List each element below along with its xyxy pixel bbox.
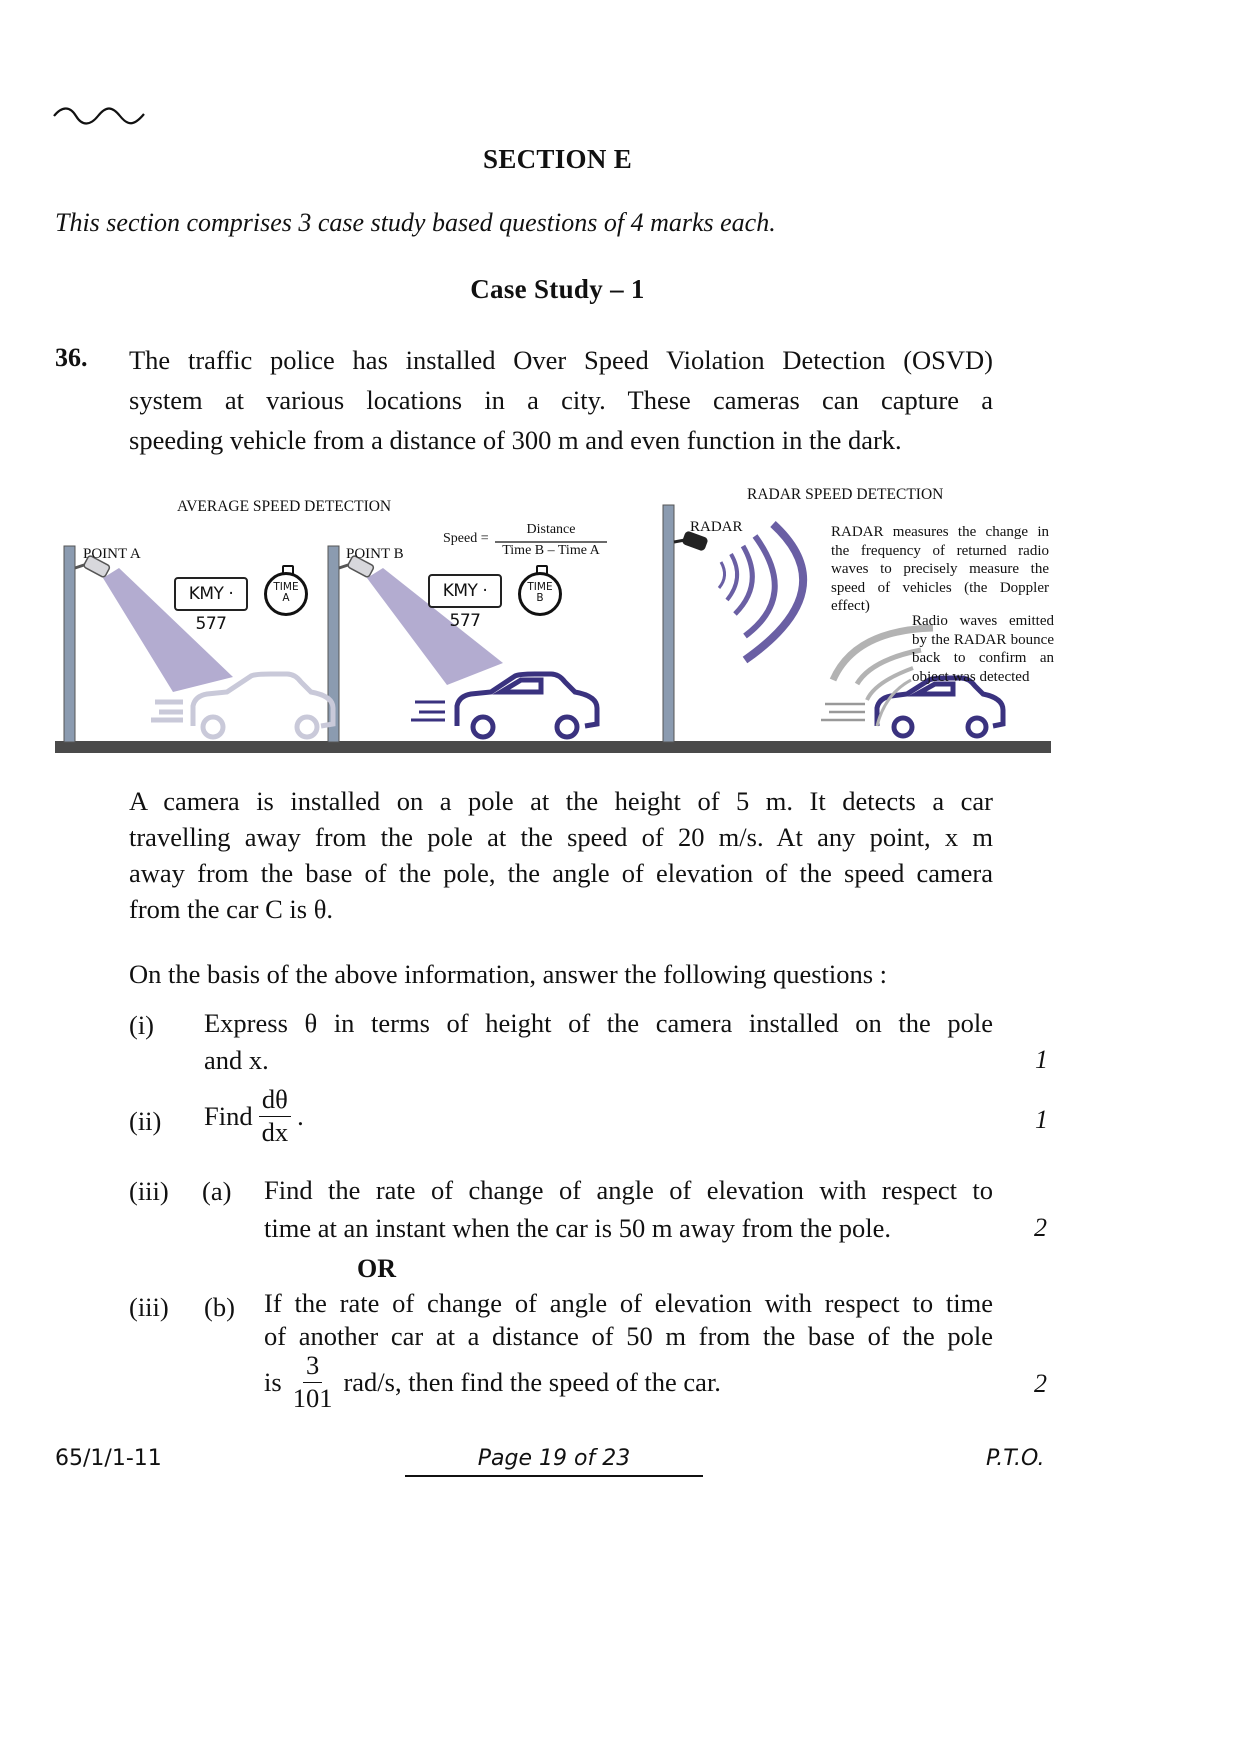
speed-denominator: Time B – Time A <box>502 543 600 558</box>
fraction-denominator: dx <box>261 1116 289 1147</box>
setup-line: A camera is installed on a pole at the height of 5 m. It detects a car <box>129 786 993 816</box>
part-i-marks: 1 <box>1035 1045 1048 1074</box>
speed-label: Speed = <box>443 531 489 546</box>
setup-line: travelling away from the pole at the speed of 20 m/s. At any point, x m <box>129 822 993 852</box>
fraction-denominator: 101 <box>292 1382 333 1413</box>
setup-line: away from the base of the pole, the angle of elevation of the speed camera <box>129 858 993 888</box>
part-iii-a-sub: (a) <box>202 1176 232 1206</box>
radar-desc-line: RADAR measures the change in <box>831 524 1049 540</box>
part-ii-find: Find <box>204 1100 253 1131</box>
part-iii-b-line3 <box>264 1352 721 1413</box>
part-iii-a-label: (iii) <box>129 1176 169 1206</box>
or-separator: OR <box>357 1254 396 1283</box>
part-iii-b-sub: (b) <box>204 1292 235 1322</box>
part-iii-a-text <box>264 1171 993 1247</box>
setup-line: from the car C is θ. <box>129 894 334 924</box>
radar-label: RADAR <box>690 519 743 535</box>
section-intro: This section comprises 3 case study based questions of 4 marks each. <box>55 208 776 237</box>
part-i-label: (i) <box>129 1010 155 1040</box>
part-i-line: and x. <box>204 1045 269 1075</box>
timer-b-icon <box>518 572 562 616</box>
part-ii-marks: 1 <box>1035 1105 1048 1134</box>
intro-line: system at various locations in a city. These cameras can capture a <box>129 385 993 415</box>
plate-b: KMY · 577 <box>428 574 502 608</box>
bounce-desc-line: Radio waves emitted <box>912 613 1054 629</box>
fraction-numerator: dθ <box>259 1086 291 1117</box>
road <box>55 741 1051 753</box>
part-iii-b-rest: rad/s, then find the speed of the car. <box>343 1366 721 1397</box>
timer-a-bottom: A <box>282 592 290 604</box>
bounce-description <box>912 612 1054 686</box>
part-iii-b-is: is <box>264 1366 282 1397</box>
part-iii-b-marks: 2 <box>1034 1369 1047 1398</box>
rate-fraction <box>290 1352 336 1413</box>
part-i-line: Express θ in terms of height of the camera installed on the pole <box>204 1008 993 1038</box>
intro-paragraph <box>129 340 993 460</box>
pole-a <box>64 546 75 742</box>
bounce-desc-line: back to confirm an <box>912 650 1054 666</box>
plate-a: KMY · 577 <box>174 577 248 611</box>
point-a-label: POINT A <box>83 546 141 562</box>
part-ii-period: . <box>297 1100 304 1131</box>
fraction-numerator: 3 <box>303 1352 322 1383</box>
dtheta-dx-fraction <box>259 1086 292 1147</box>
part-iii-b-text <box>264 1287 993 1353</box>
speed-numerator: Distance <box>526 522 576 537</box>
part-ii-label: (ii) <box>129 1106 162 1136</box>
timer-b-top: TIME <box>527 581 553 593</box>
part-iii-a-line: time at an instant when the car is 50 m away from the pole. <box>264 1213 891 1243</box>
section-title: SECTION E <box>483 144 632 174</box>
timer-a-icon <box>264 572 308 616</box>
answer-prompt: On the basis of the above information, answer the following questions : <box>129 959 888 989</box>
osvd-figure <box>55 480 1054 755</box>
part-iii-a-marks: 2 <box>1034 1213 1047 1242</box>
case-study-title: Case Study – 1 <box>470 274 645 304</box>
paper-code: 65/1/1-11 <box>55 1446 162 1471</box>
intro-line: The traffic police has installed Over Speed Violation Detection (OSVD) <box>129 345 993 375</box>
bounce-desc-line: by the RADAR bounce <box>912 631 1054 648</box>
question-number: 36. <box>55 343 88 372</box>
part-iii-b-line: If the rate of change of angle of elevation with respect to time <box>264 1288 993 1318</box>
part-ii-text <box>204 1086 304 1147</box>
setup-paragraph <box>129 783 993 927</box>
pto-label: P.T.O. <box>986 1446 1045 1471</box>
intro-line: speeding vehicle from a distance of 300 m and even function in the dark. <box>129 425 902 455</box>
radar-waves-icon <box>719 524 803 660</box>
timer-b-bottom: B <box>536 592 544 604</box>
radar-desc-line: speed of vehicles (the Doppler <box>831 579 1049 596</box>
radar-speed-title: RADAR SPEED DETECTION <box>747 486 944 503</box>
part-iii-a-line: Find the rate of change of angle of elevation with respect to <box>264 1175 993 1205</box>
car-b-icon <box>411 674 597 737</box>
radar-desc-line: waves to precisely measure the <box>831 561 1049 577</box>
car-radar-icon <box>821 678 1003 736</box>
point-b-label: POINT B <box>346 546 404 562</box>
part-iii-b-label: (iii) <box>129 1292 169 1322</box>
wave-mark-icon <box>52 104 146 126</box>
page-number: Page 19 of 23 <box>405 1446 703 1477</box>
part-iii-b-line: of another car at a distance of 50 m from the base of the pole <box>264 1321 993 1351</box>
radar-desc-line: the frequency of returned radio <box>831 542 1049 559</box>
radar-desc-line: effect) <box>831 598 870 614</box>
timer-a-top: TIME <box>273 581 299 593</box>
avg-speed-title: AVERAGE SPEED DETECTION <box>177 498 392 515</box>
bounce-desc-line: object was detected <box>912 668 1030 685</box>
pole-radar <box>663 505 674 742</box>
part-i-text <box>204 1005 993 1079</box>
radar-description <box>831 523 1049 616</box>
